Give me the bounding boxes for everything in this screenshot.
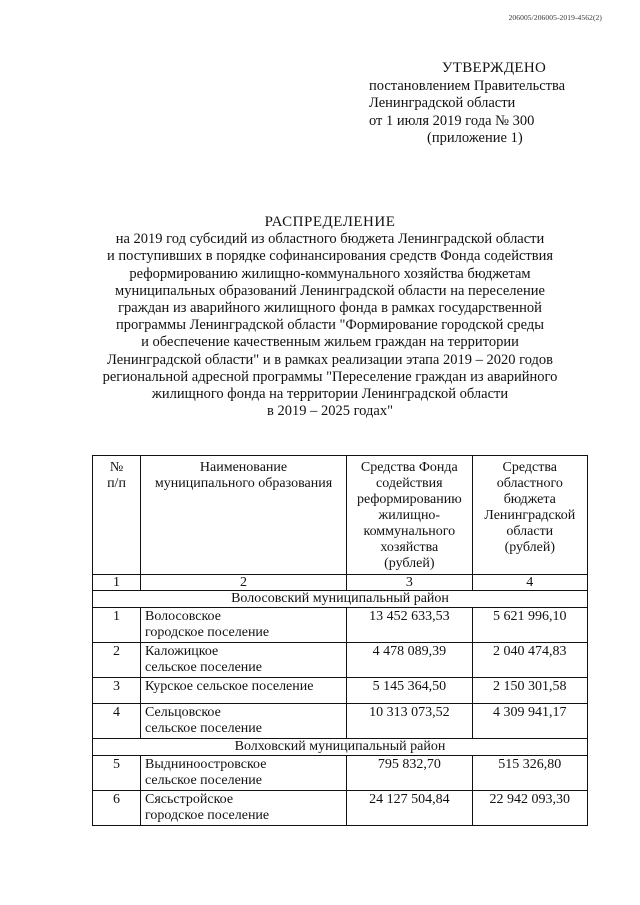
budget-amount: 4 309 941,17: [472, 704, 587, 739]
fund-amount: 4 478 089,39: [347, 643, 473, 678]
approval-line-2: Ленинградской области: [369, 95, 516, 111]
approval-annex: (приложение 1): [427, 130, 523, 146]
table-row: [93, 678, 588, 704]
table-row: [93, 791, 588, 826]
district-row: [93, 591, 588, 608]
header-number: № п/п: [93, 456, 141, 575]
heading-line: региональной адресной программы "Переселение граждан из аварийного: [102, 368, 558, 385]
column-index: 1: [93, 575, 141, 591]
municipality-name: Сельцовское сельское поселение: [141, 704, 347, 739]
approval-title: УТВЕРЖДЕНО: [441, 60, 547, 76]
document-heading: [80, 214, 580, 420]
column-index-row: [93, 575, 588, 591]
row-number: 2: [93, 643, 141, 678]
budget-amount: 2 150 301,58: [472, 678, 587, 704]
heading-line: на 2019 год субсидий из областного бюджета Ленинградской области: [115, 231, 545, 248]
fund-amount: 13 452 633,53: [347, 608, 473, 643]
column-index: 2: [141, 575, 347, 591]
municipality-name: Сясьстройское городское поселение: [141, 791, 347, 826]
municipality-name: Курское сельское поселение: [141, 678, 347, 704]
fund-amount: 10 313 073,52: [347, 704, 473, 739]
fund-amount: 795 832,70: [347, 756, 473, 791]
heading-title: РАСПРЕДЕЛЕНИЕ: [264, 214, 396, 230]
budget-amount: 22 942 093,30: [472, 791, 587, 826]
district-row: [93, 739, 588, 756]
municipality-name: Каложицкое сельское поселение: [141, 643, 347, 678]
municipality-name: Волосовское городское поселение: [141, 608, 347, 643]
table-row: [93, 608, 588, 643]
municipality-name: Выдниноостровское сельское поселение: [141, 756, 347, 791]
row-number: 1: [93, 608, 141, 643]
subsidy-table: [92, 455, 588, 826]
heading-line: программы Ленинградской области "Формирование городской среды: [115, 317, 545, 334]
fund-amount: 24 127 504,84: [347, 791, 473, 826]
district-name: Волосовский муниципальный район: [93, 591, 588, 608]
column-index: 3: [347, 575, 473, 591]
heading-line: граждан из аварийного жилищного фонда в рамках государственной: [118, 300, 542, 317]
approval-line-3: от 1 июля 2019 года № 300: [369, 112, 535, 129]
row-number: 3: [93, 678, 141, 704]
heading-line: реформированию жилищно-коммунального хозяйства бюджетам: [129, 265, 531, 282]
row-number: 4: [93, 704, 141, 739]
heading-line: и обеспечение качественным жильем граждан на территории: [141, 334, 519, 351]
table-row: [93, 704, 588, 739]
fund-amount: 5 145 364,50: [347, 678, 473, 704]
approval-line-1: постановлением Правительства: [369, 77, 566, 94]
table-row: [93, 643, 588, 678]
heading-line: в 2019 – 2025 годах": [267, 403, 393, 420]
document-id: 206005/206005-2019-4562(2): [508, 13, 602, 22]
column-index: 4: [472, 575, 587, 591]
heading-line: Ленинградской области" и в рамках реализации этапа 2019 – 2020 годов: [106, 351, 554, 368]
budget-amount: 515 326,80: [472, 756, 587, 791]
header-fund: Средства Фонда содействия реформированию жилищно- коммунального хозяйства (рублей): [347, 456, 473, 575]
header-municipality: Наименование муниципального образования: [141, 456, 347, 575]
row-number: 5: [93, 756, 141, 791]
heading-line: муниципальных образований Ленинградской области на переселение: [115, 282, 545, 299]
table-row: [93, 756, 588, 791]
header-regional-budget: Средства областного бюджета Ленинградской области (рублей): [472, 456, 587, 575]
heading-line: и поступивших в порядке софинансирования средств Фонда содействия: [106, 248, 554, 265]
budget-amount: 2 040 474,83: [472, 643, 587, 678]
district-name: Волховский муниципальный район: [93, 739, 588, 756]
budget-amount: 5 621 996,10: [472, 608, 587, 643]
table-header-row: [93, 456, 588, 575]
row-number: 6: [93, 791, 141, 826]
heading-line: жилищного фонда на территории Ленинградской области: [151, 386, 509, 403]
approval-stamp: [369, 60, 619, 148]
